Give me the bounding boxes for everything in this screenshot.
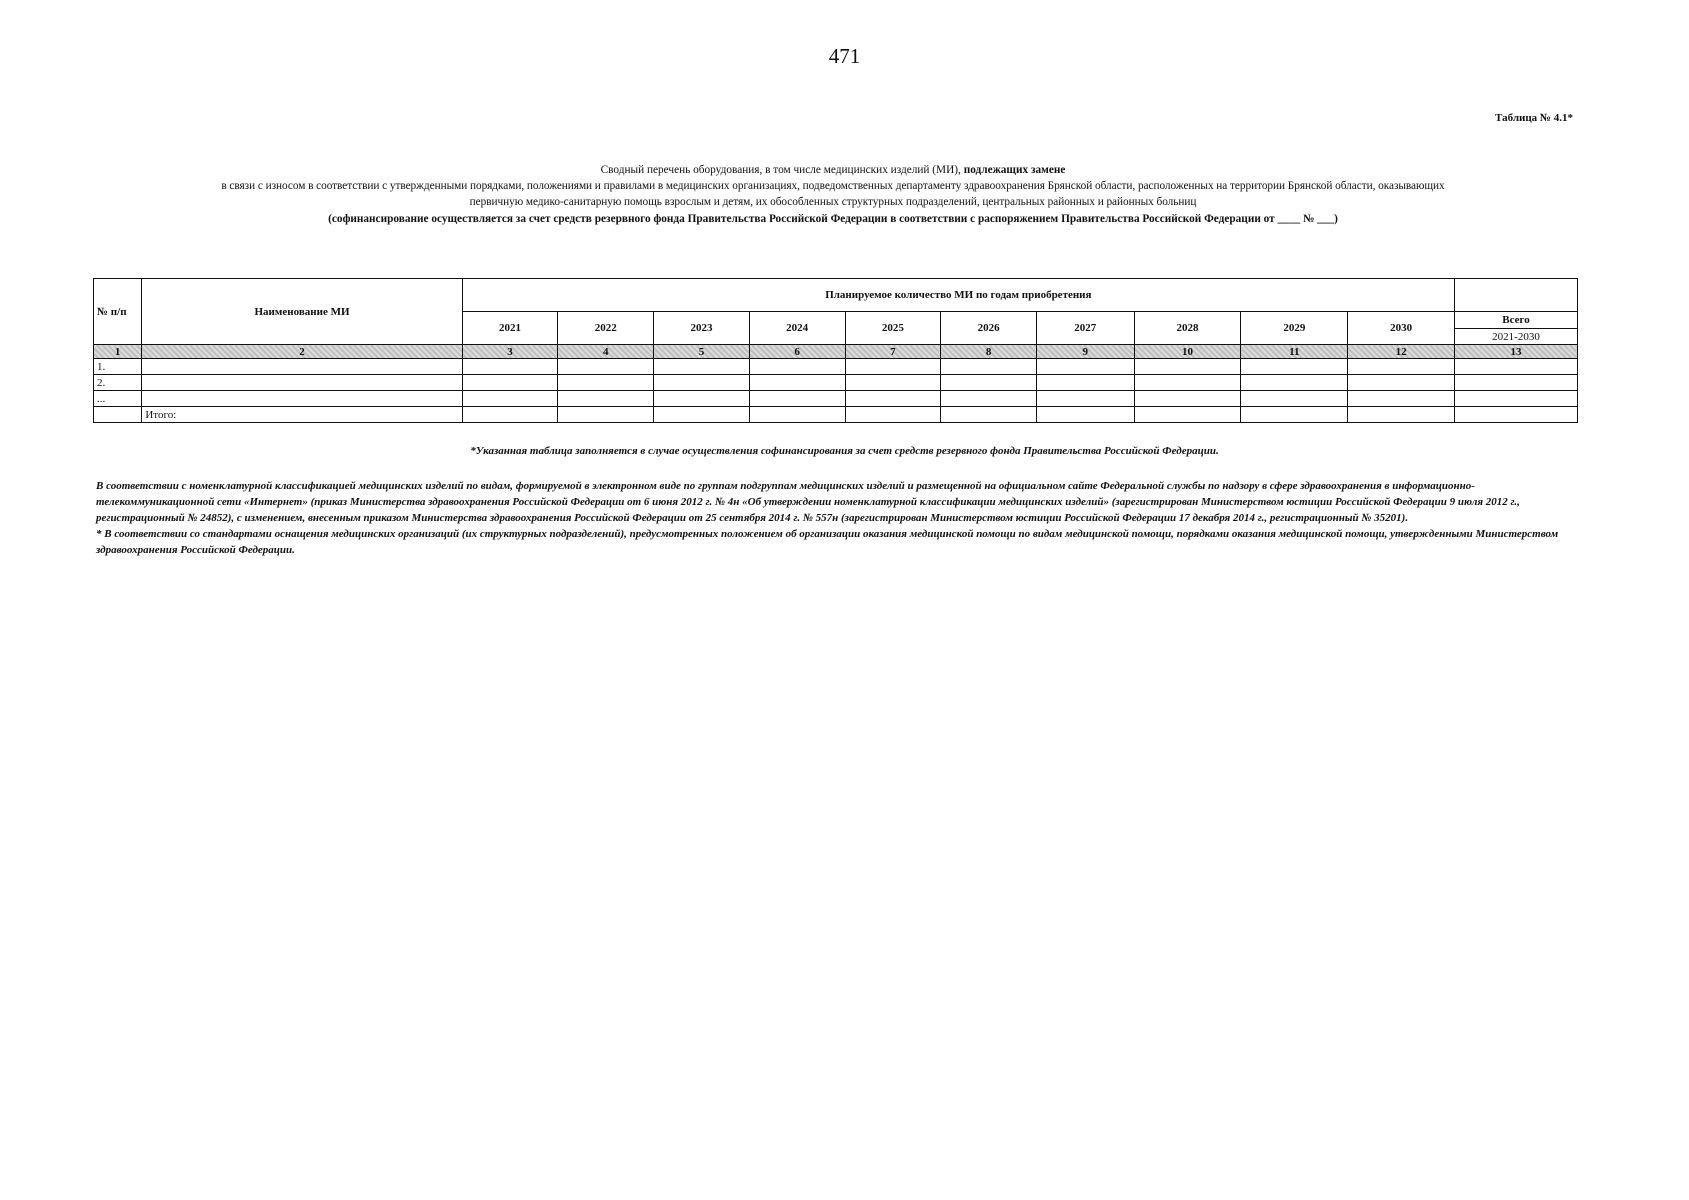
cell [845,407,941,423]
column-number: 7 [845,345,941,359]
year-header: 2023 [654,312,750,345]
document-heading [93,162,1573,227]
cell [845,375,941,391]
year-header: 2027 [1036,312,1134,345]
table-note: *Указанная таблица заполняется в случае осуществления софинансирования за счет средств резервного фонда Правительства Российской Федерации. [470,445,1219,457]
year-header: 2022 [558,312,654,345]
cell [1454,359,1577,375]
cell [558,359,654,375]
row-num: 2. [94,375,142,391]
col-header-name: Наименование МИ [142,279,462,345]
col-header-total-spacer [1454,279,1577,312]
cell [558,375,654,391]
cell [941,359,1037,375]
table-row [94,375,1578,391]
cell [654,359,750,375]
year-header: 2028 [1134,312,1241,345]
cell [462,359,558,375]
table-reference: Таблица № 4.1* [1495,112,1573,124]
cell [558,407,654,423]
row-name [142,359,462,375]
cell [654,391,750,407]
column-number-row [94,345,1578,359]
cell [1241,407,1348,423]
column-number: 1 [94,345,142,359]
year-header: 2029 [1241,312,1348,345]
cell [1134,359,1241,375]
cell [462,391,558,407]
cell [462,375,558,391]
row-num: 1. [94,359,142,375]
cell [1454,407,1577,423]
cell [1134,407,1241,423]
cell [558,391,654,407]
cell [749,407,845,423]
cell [1036,359,1134,375]
col-header-num: № п/п [94,279,142,345]
row-num: ... [94,391,142,407]
row-name: Итого: [142,407,462,423]
column-number: 11 [1241,345,1348,359]
cell [1134,391,1241,407]
cell [1241,375,1348,391]
col-header-planned: Планируемое количество МИ по годам приобретения [462,279,1454,312]
year-header: 2025 [845,312,941,345]
year-header: 2021 [462,312,558,345]
column-number: 13 [1454,345,1577,359]
cell [1241,359,1348,375]
heading-line-4: (софинансирование осуществляется за счет средств резервного фонда Правительства Российской Федерации в соответствии с распоряжением Правительства Российской Федерации от ____ № ___) [328,213,1338,225]
cell [1036,375,1134,391]
cell [1348,391,1455,407]
cell [749,391,845,407]
cell [749,359,845,375]
cell [845,391,941,407]
cell [1241,391,1348,407]
table-row [94,391,1578,407]
total-range-header: 2021-2030 [1454,329,1577,345]
cell [654,407,750,423]
heading-line-2: в связи с износом в соответствии с утвержденными порядками, положениями и правилами в медицинских организациях, подведомственных департаменту здравоохранения Брянской области, расположенных на территории Брянской области, оказывающих [221,180,1445,192]
footnote-1: В соответствии с номенклатурной классификацией медицинских изделий по видам, формируемой в электронном виде по группам подгруппам медицинских изделий и размещенной на официальном сайте Федеральной службы по надзору в сфере здравоохранения в информационно-телекоммуникационной сети «Интернет» (приказ Министерства здравоохранения Российской Федерации от 6 июня 2012 г. № 4н «Об утверждении номенклатурной классификации медицинских изделий» (зарегистрирован Министерством юстиции Российской Федерации 9 июля 2012 г., регистрационный № 24852), с изменением, внесенным приказом Министерства здравоохранения Российской Федерации от 25 сентября 2014 г. № 557н (зарегистрирован Министерством юстиции Российской Федерации 17 декабря 2014 г., регистрационный № 35201). [96,480,1520,524]
total-header: Всего [1454,312,1577,329]
cell [1454,391,1577,407]
cell [941,407,1037,423]
heading-line-1-bold: подлежащих замене [963,164,1066,176]
column-number: 8 [941,345,1037,359]
column-number: 10 [1134,345,1241,359]
table-row-total [94,407,1578,423]
column-number: 5 [654,345,750,359]
cell [1348,407,1455,423]
cell [1348,375,1455,391]
heading-line-1-normal: Сводный перечень оборудования, в том числе медицинских изделий (МИ), [600,164,961,176]
cell [845,359,941,375]
column-number: 2 [142,345,462,359]
column-number: 12 [1348,345,1455,359]
cell [1134,375,1241,391]
footnotes [96,478,1576,558]
column-number: 3 [462,345,558,359]
cell [1454,375,1577,391]
year-header: 2026 [941,312,1037,345]
heading-line-3: первичную медико-санитарную помощь взрослым и детям, их обособленных структурных подразделений, центральных районных и районных больниц [469,196,1197,208]
heading-line-1 [93,162,1573,178]
cell [749,375,845,391]
cell [654,375,750,391]
column-number: 4 [558,345,654,359]
page-number: 471 [828,44,861,68]
table-row [94,359,1578,375]
footnote-2: * В соответствии со стандартами оснащения медицинских организаций (их структурных подразделений), предусмотренных положением об организации оказания медицинской помощи по видам медицинской помощи, порядками оказания медицинской помощи, утвержденными Министерством здравоохранения Российской Федерации. [96,528,1559,556]
cell [1036,391,1134,407]
row-name [142,375,462,391]
cell [941,391,1037,407]
column-number: 6 [749,345,845,359]
row-name [142,391,462,407]
year-header: 2024 [749,312,845,345]
cell [1036,407,1134,423]
cell [462,407,558,423]
year-header: 2030 [1348,312,1455,345]
row-num [94,407,142,423]
equipment-table [93,278,1578,423]
column-number: 9 [1036,345,1134,359]
cell [941,375,1037,391]
cell [1348,359,1455,375]
